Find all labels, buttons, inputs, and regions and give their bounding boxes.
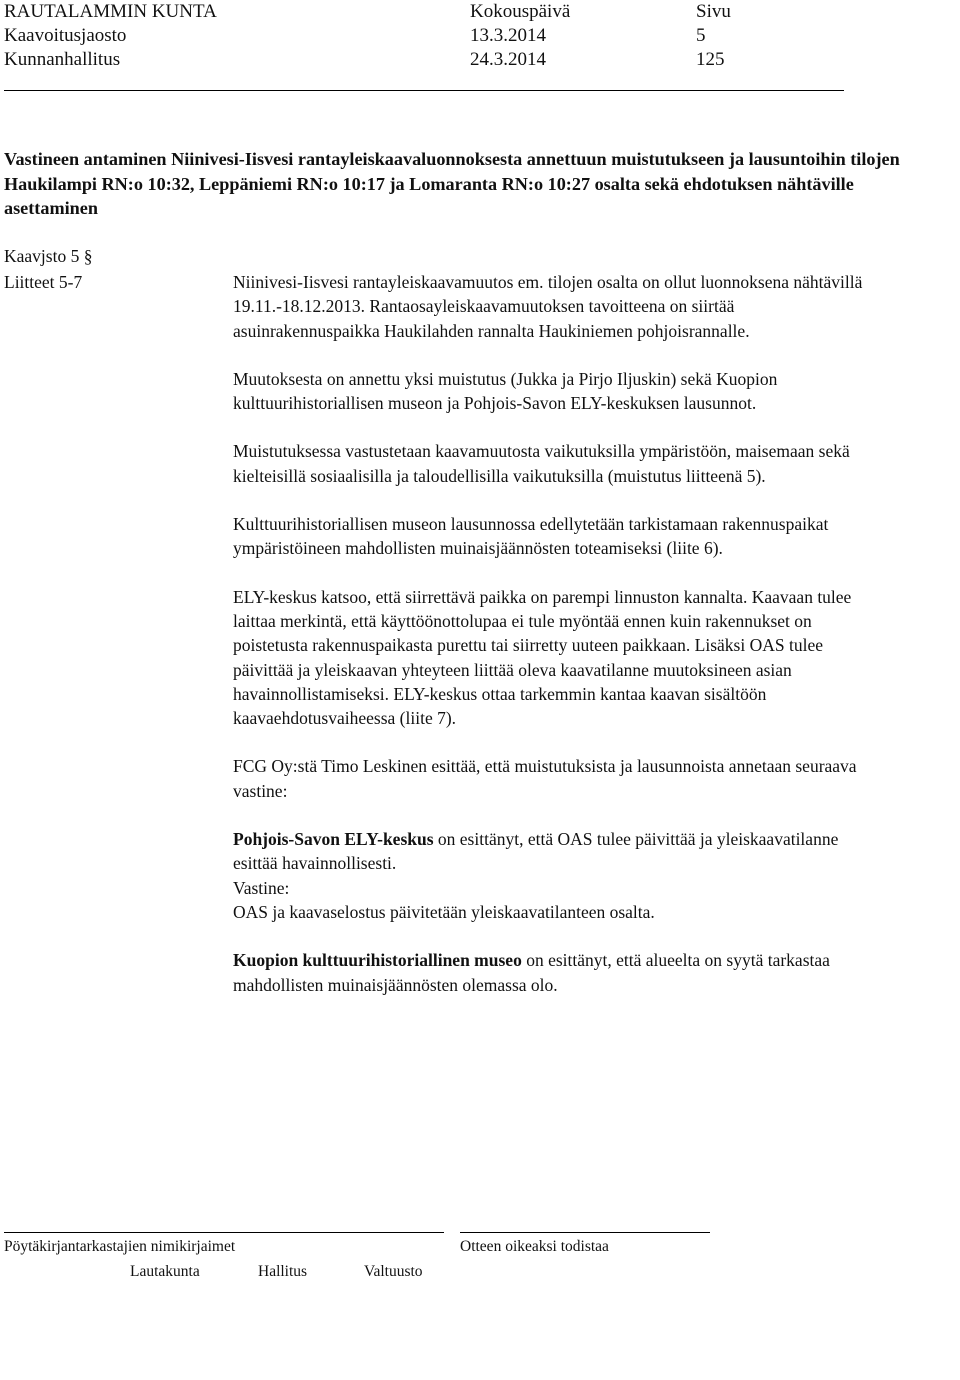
meeting-date: 13.3.2014 — [470, 25, 546, 46]
document-body — [233, 270, 873, 997]
paragraph: ELY-keskus katsoo, että siirrettävä paikka on parempi linnuston kannalta. Kaavaan tulee laittaa merkintä, että käyttöönottolupaa ei tule myöntää ennen kuin rakennukset on poistetusta rakennuspaikasta purettu tai siirretty uuteen paikkaan. Lisäksi OAS tulee päivittää ja yleiskaavan yhteyteen liittää oleva kaavatilanne muutoksineen asian havainnollistamiseksi. ELY-keskus ottaa tarkemmin kantaa kaavan sisältöön kaavaehdotusvaiheessa (liite 7). — [233, 586, 852, 729]
page-number: 125 — [696, 49, 725, 70]
body-name: Kaavoitusjaosto — [4, 25, 127, 46]
signature-cell-board: Lautakunta — [130, 1263, 200, 1280]
response-label: Vastine: — [233, 877, 290, 898]
signature-cell-council: Valtuusto — [364, 1263, 423, 1280]
paragraph: Niinivesi-Iisvesi rantayleiskaavamuutos em. tilojen osalta on ollut luonnoksena nähtävillä 19.11.-18.12.2013. Rantaosayleiskaavamuutoksen tavoitteena on siirtää asuinrakennuspaikka Haukilahden rannalta Haukiniemen pohjoisrannalle. — [233, 272, 863, 341]
header-row — [4, 24, 904, 48]
organization-name: Kuopion kulttuurihistoriallinen museo — [233, 950, 522, 971]
attachments-label: Liitteet 5-7 — [4, 272, 83, 292]
organization-name: Pohjois-Savon ELY-keskus — [233, 829, 434, 850]
page-label: Sivu — [696, 1, 731, 22]
header-divider — [4, 90, 844, 91]
signature-box — [4, 1232, 444, 1289]
section-label: Kaavjsto 5 — [4, 246, 80, 266]
page-number: 5 — [696, 25, 706, 46]
header-row — [4, 0, 904, 24]
copy-certification-label: Otteen oikeaksi todistaa — [460, 1232, 710, 1259]
paragraph-text: on esittänyt, että alueelta on syytä tarkastaa mahdollisten muinaisjäännösten olemassa olo. — [233, 950, 830, 995]
signature-cell-government: Hallitus — [258, 1263, 308, 1280]
meeting-date-label: Kokouspäivä — [470, 1, 571, 22]
paragraph: Kulttuurihistoriallisen museon lausunnossa edellytetään tarkistamaan rakennuspaikat ympäristöineen mahdollisten muinaisjäännösten toteamiseksi (liite 6). — [233, 514, 829, 559]
document-title: Vastineen antaminen Niinivesi-Iisvesi rantayleiskaavaluonnoksesta annettuun muistutukseen ja lausuntoihin tilojen Haukilampi RN:o 10:32, Leppäniemi RN:o 10:17 ja Lomaranta RN:o 10:27 osalta sekä ehdotuksen nähtäville asettaminen — [4, 149, 900, 218]
response-text: OAS ja kaavaselostus päivitetään yleiskaavatilanteen osalta. — [233, 901, 655, 922]
paragraph — [233, 948, 873, 997]
paragraph-text: on esittänyt, että OAS tulee päivittää ja yleiskaavatilanne esittää havainnollisesti. — [233, 829, 839, 874]
paragraph: FCG Oy:stä Timo Leskinen esittää, että muistutuksista ja lausunnoista annetaan seuraava vastine: — [233, 756, 857, 801]
paragraph — [233, 827, 873, 876]
municipality-name: RAUTALAMMIN KUNTA — [4, 1, 217, 22]
signature-label: Pöytäkirjantarkastajien nimikirjaimet — [4, 1238, 236, 1255]
signature-cells — [4, 1259, 444, 1289]
document-header — [4, 0, 904, 72]
section-reference — [4, 244, 92, 268]
header-row — [4, 48, 904, 72]
section-mark: § — [83, 246, 93, 266]
meeting-date: 24.3.2014 — [470, 49, 546, 70]
paragraph: Muutoksesta on annettu yksi muistutus (Jukka ja Pirjo Iljuskin) sekä Kuopion kulttuurihistoriallisen museon ja Pohjois-Savon ELY-keskuksen lausunnot. — [233, 368, 778, 414]
paragraph: Muistutuksessa vastustetaan kaavamuutosta vaikutuksilla ympäristöön, maisemaan sekä kielteisillä sosiaalisilla ja taloudellisilla vaikutuksilla (muistutus liitteenä 5). — [233, 441, 850, 486]
body-name: Kunnanhallitus — [4, 49, 121, 70]
